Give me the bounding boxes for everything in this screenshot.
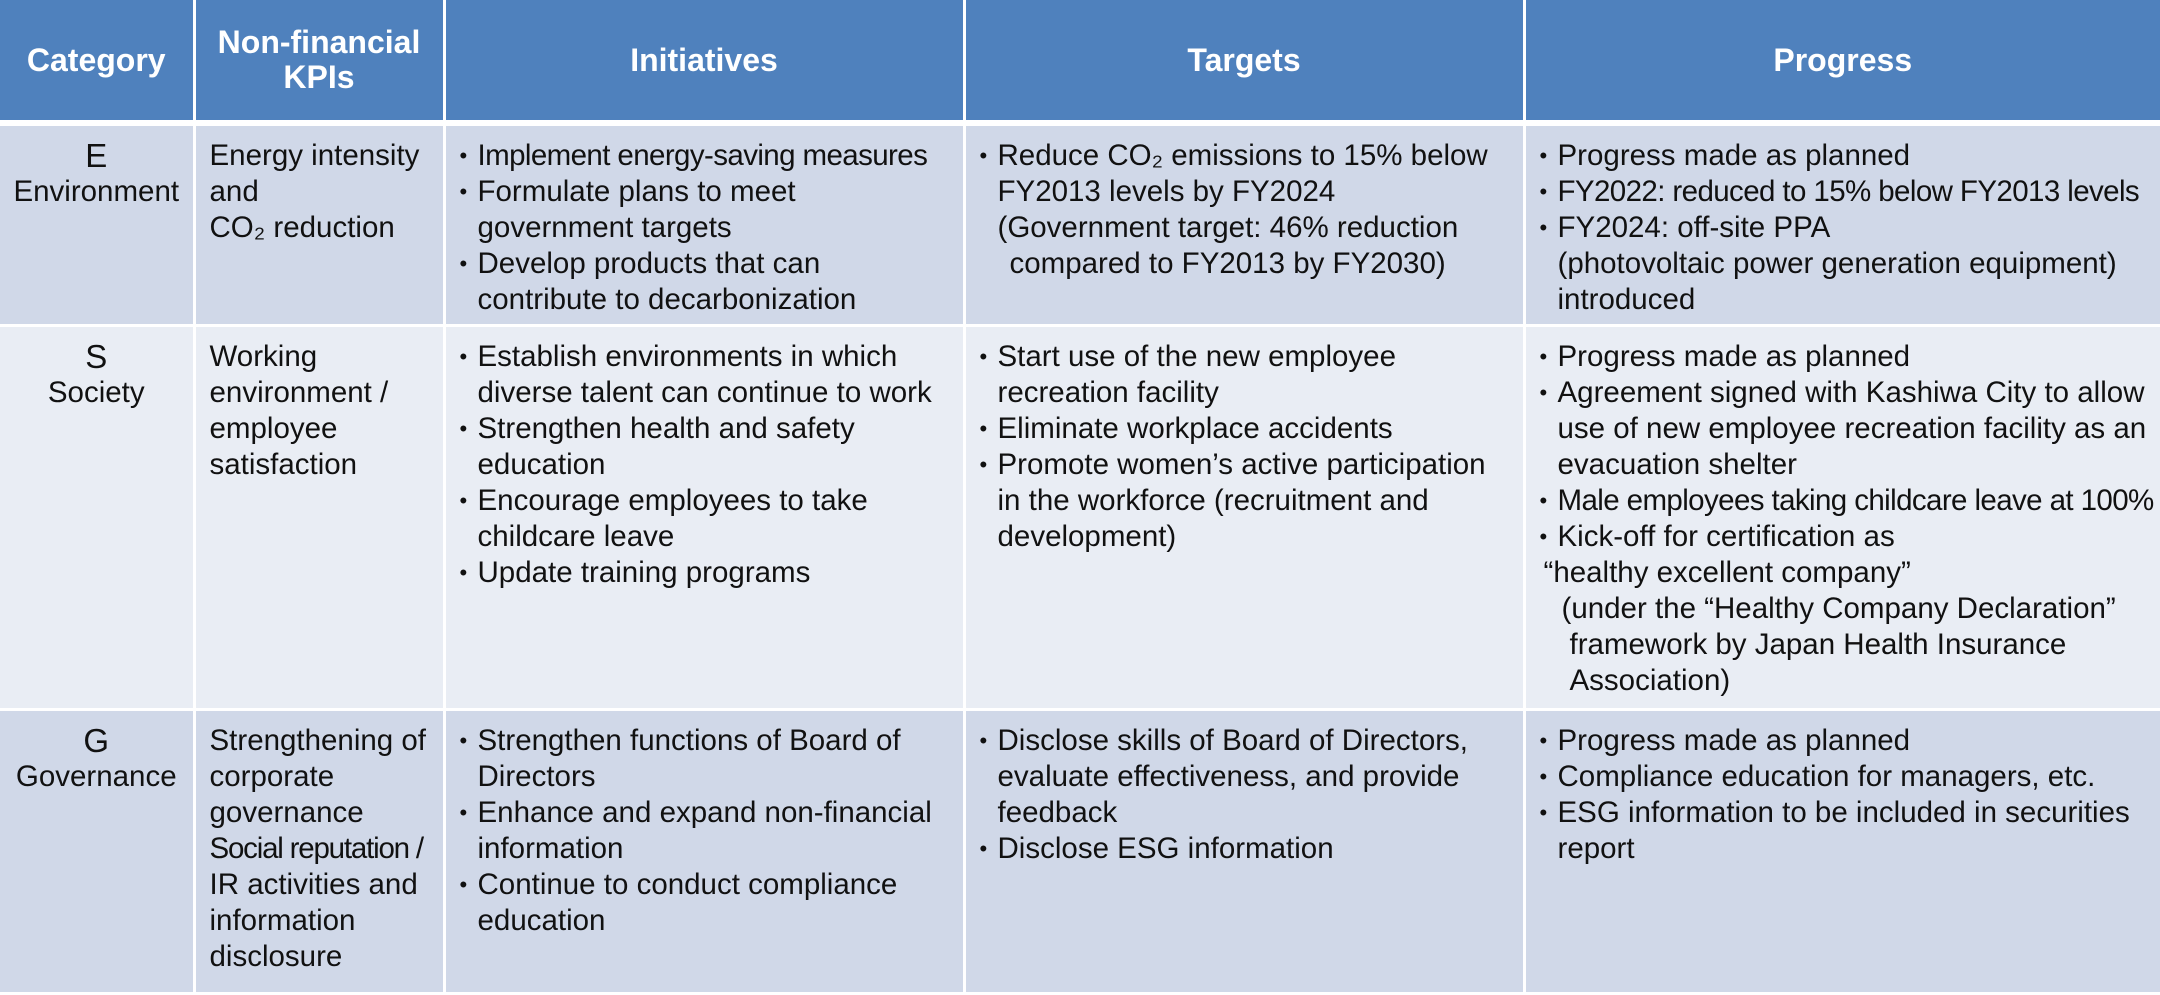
kpi-text: Social reputation /	[209, 831, 423, 865]
table-header	[0, 0, 2160, 123]
initiatives-list	[460, 339, 951, 591]
initiatives-cell	[444, 123, 964, 325]
list-item: • Encourage employees to take childcare leave	[460, 483, 951, 555]
targets-cell	[964, 325, 1524, 709]
category-cell	[0, 325, 194, 709]
initiatives-cell	[444, 325, 964, 709]
list-item: • Agreement signed with Kashiwa City to allow use of new employee recreation facility as an evacuation shelter	[1540, 375, 2149, 483]
kpi-text: CO₂ reduction	[209, 211, 395, 244]
progress-cell	[1524, 709, 2160, 993]
category-letter: S	[85, 337, 108, 375]
list-item: • Reduce CO₂ emissions to 15% below FY2013 levels by FY2024	[980, 138, 1511, 210]
list-item: • Strengthen health and safety education	[460, 411, 951, 483]
list-note: “healthy excellent company”	[1543, 555, 1911, 589]
table-row-society	[0, 325, 2160, 709]
list-item: • Male employees taking childcare leave at 100%	[1540, 483, 2149, 519]
kpi-text: Strengthening of corporate governance	[209, 723, 426, 829]
initiatives-list	[460, 138, 951, 318]
list-note: (under the “Healthy Company Declaration” framework by Japan Health Insurance Association)	[1561, 591, 2116, 697]
header-row	[0, 0, 2160, 123]
targets-cell	[964, 123, 1524, 325]
initiatives-list	[460, 723, 951, 939]
category-letter: G	[83, 721, 110, 759]
list-item: • Kick-off for certification as	[1540, 519, 2149, 555]
list-item: • Start use of the new employee recreation facility	[980, 339, 1511, 411]
list-item: • Disclose ESG information	[980, 831, 1511, 867]
table-row-environment	[0, 123, 2160, 325]
list-item: • Enhance and expand non-financial information	[460, 795, 951, 867]
kpi-cell	[194, 325, 444, 709]
list-item: • Progress made as planned	[1540, 339, 2149, 375]
list-item: • Update training programs	[460, 555, 951, 591]
category-name: Governance	[15, 759, 177, 793]
category-name: Society	[47, 375, 145, 409]
progress-list	[1540, 138, 2149, 318]
kpi-text: IR activities and information disclosure	[209, 867, 418, 973]
kpi-cell	[194, 123, 444, 325]
list-item: • Promote women’s active participation in the workforce (recruitment and development)	[980, 447, 1511, 555]
targets-list	[980, 339, 1511, 555]
header-targets: Targets	[964, 0, 1524, 123]
list-item: • FY2022: reduced to 15% below FY2013 levels	[1540, 174, 2149, 210]
list-item: • ESG information to be included in securities report	[1540, 795, 2149, 867]
list-item: • FY2024: off-site PPA	[1540, 210, 2149, 246]
category-cell	[0, 123, 194, 325]
kpi-cell	[194, 709, 444, 993]
list-item: • Progress made as planned	[1540, 723, 2149, 759]
progress-list	[1540, 723, 2149, 867]
list-item: • Progress made as planned	[1540, 138, 2149, 174]
header-initiatives: Initiatives	[444, 0, 964, 123]
list-item: • Implement energy-saving measures	[460, 138, 951, 174]
list-item: • Eliminate workplace accidents	[980, 411, 1511, 447]
kpi-text: Energy intensity and	[209, 139, 420, 208]
list-item: • Establish environments in which diverse talent can continue to work	[460, 339, 951, 411]
kpi-text: Working environment / employee satisfaction	[209, 339, 389, 481]
table-row-governance	[0, 709, 2160, 993]
list-item: • Continue to conduct compliance education	[460, 867, 951, 939]
progress-list	[1540, 339, 2154, 699]
list-item: • Formulate plans to meet government targets	[460, 174, 951, 246]
category-name: Environment	[13, 175, 180, 208]
progress-cell	[1524, 325, 2160, 709]
targets-cell	[964, 709, 1524, 993]
header-category: Category	[0, 0, 194, 123]
header-kpis: Non-financial KPIs	[194, 0, 444, 123]
category-cell	[0, 709, 194, 993]
list-item: • Compliance education for managers, etc.	[1540, 759, 2149, 795]
progress-cell	[1524, 123, 2160, 325]
list-item: • Strengthen functions of Board of Directors	[460, 723, 951, 795]
initiatives-cell	[444, 709, 964, 993]
targets-list	[980, 723, 1511, 867]
header-progress: Progress	[1524, 0, 2160, 123]
list-item: • Disclose skills of Board of Directors, evaluate effectiveness, and provide feedback	[980, 723, 1511, 831]
list-note: (photovoltaic power generation equipment) introduced	[1557, 247, 2117, 316]
category-letter: E	[85, 137, 108, 174]
list-item: • Develop products that can contribute to decarbonization	[460, 246, 951, 318]
list-note: (Government target: 46% reduction compared to FY2013 by FY2030)	[997, 211, 1459, 280]
targets-list	[980, 138, 1511, 282]
